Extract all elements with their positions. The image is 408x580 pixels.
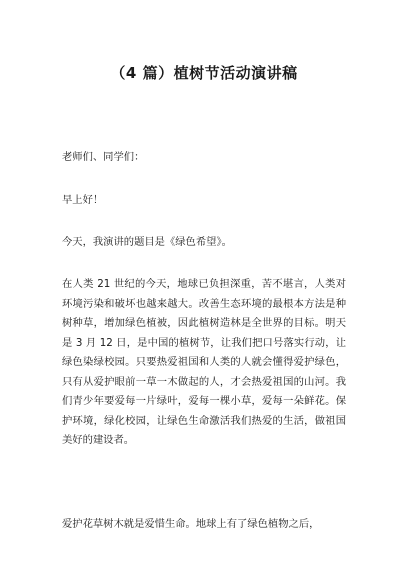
paragraph-continuation: 爱护花草树木就是爱惜生命。地球上有了绿色植物之后， <box>62 518 320 530</box>
paragraph-body: 在人类 21 世纪的今天，地球已负担深重，苦不堪言，人类对环境污染和破坏也越来越大。改善生态环境的最根本方法是种树种草，增加绿色植被，因此植树造林是全世界的目标。明天是 3 月 12 日，是中国的植树节，让我们把口号落实行动，让绿色染绿校园。只要热爱祖国和人类的人就会懂得爱护绿色，只有从爱护眼前一草一木做起的人，才会热爱祖国的山河。我们青少年要爱每一片绿叶，爱每一棵小草，爱每一朵鲜花。保护环境，绿化校园，让绿色生命激活我们热爱的生活，做祖国美好的建设者。 <box>62 278 346 446</box>
paragraph-greeting-audience: 老师们、同学们： <box>62 151 145 163</box>
document-title: （4 篇）植树节活动演讲稿 <box>110 64 298 82</box>
paragraph-speech-topic: 今天，我演讲的题目是《绿色希望》。 <box>62 236 232 248</box>
paragraph-good-morning: 早上好！ <box>62 194 104 206</box>
